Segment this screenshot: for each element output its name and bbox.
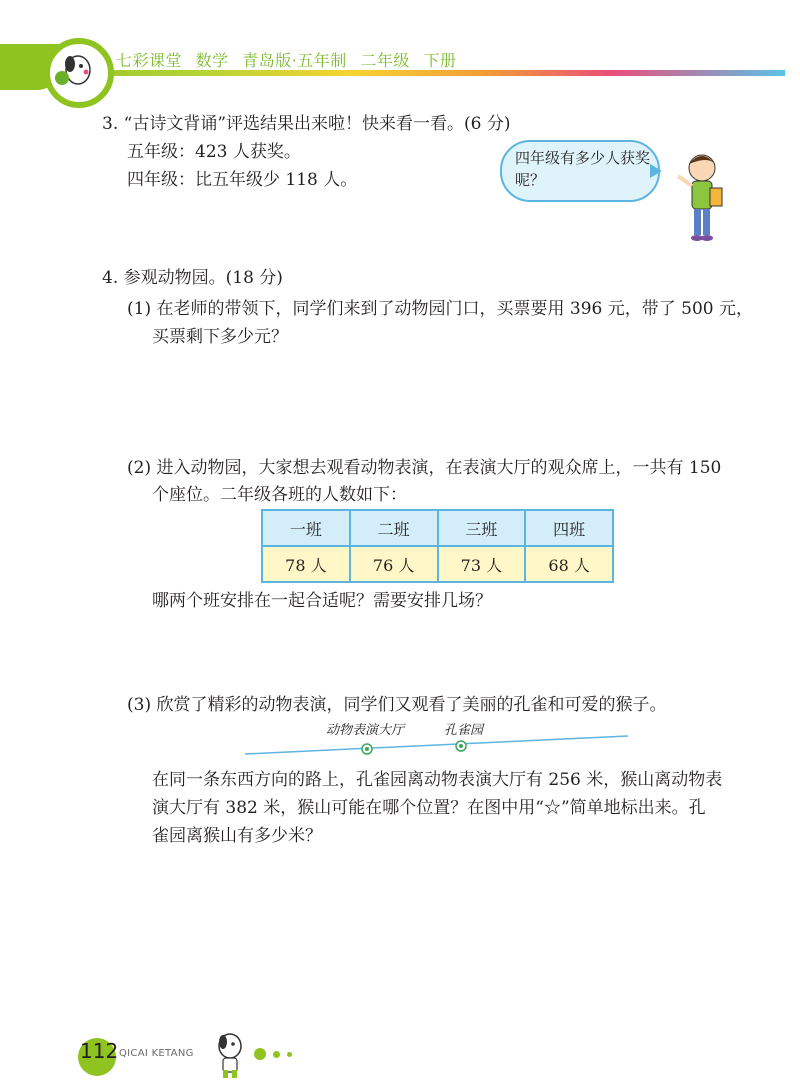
table-header-cell: 三班	[438, 510, 526, 546]
q4-title: 4. 参观动物园。(18 分)	[102, 268, 283, 288]
footer-dot-large	[254, 1048, 266, 1060]
table-cell: 76 人	[350, 546, 438, 582]
speech-bubble-tail	[650, 164, 662, 178]
footer-dot-small	[287, 1052, 292, 1057]
map-label-performance-hall: 动物表演大厅	[326, 723, 405, 738]
header-series: 七彩课堂	[116, 51, 183, 70]
q4-part1-line1: (1) 在老师的带领下，同学们来到了动物园门口，买票要用 396 元，带了 500 元，	[127, 299, 753, 319]
table-header-cell: 四班	[525, 510, 613, 546]
q4-part2-line1: (2) 进入动物园，大家想去观看动物表演，在表演大厅的观众席上，一共有 150	[127, 458, 722, 478]
q4-part3-title: (3) 欣赏了精彩的动物表演，同学们又观看了美丽的孔雀和可爱的猴子。	[127, 695, 667, 715]
map-road-diagram	[240, 728, 632, 760]
header-edition: 青岛版·五年制	[242, 51, 347, 70]
table-cell: 68 人	[525, 546, 613, 582]
table-header-cell: 一班	[262, 510, 350, 546]
boy-character-icon	[668, 146, 728, 250]
footer-brand: QICAI KETANG	[119, 1048, 194, 1059]
table-cell: 78 人	[262, 546, 350, 582]
q4-part2-question: 哪两个班安排在一起合适呢？需要安排几场？	[152, 591, 492, 611]
header-subject: 数学	[195, 51, 229, 70]
page-number: 112	[80, 1039, 119, 1063]
map-label-peacock-garden: 孔雀园	[444, 723, 484, 738]
q4-part2-line2: 个座位。二年级各班的人数如下：	[152, 485, 407, 505]
performance-hall-marker-icon	[362, 744, 372, 754]
q4-part3-line3: 雀园离猴山有多少米？	[152, 826, 322, 846]
footer-mascot-dog-icon	[210, 1030, 250, 1082]
speech-bubble-text: 四年级有多少人获奖呢？	[515, 149, 651, 189]
q3-line2: 四年级：比五年级少 118 人。	[127, 170, 358, 190]
table-row	[262, 546, 613, 582]
table-header-row	[262, 510, 613, 546]
header-grade: 二年级	[360, 51, 410, 70]
map-road-line	[245, 736, 628, 754]
q3-title: 3. “古诗文背诵”评选结果出来啦！快来看一看。(6 分)	[102, 114, 511, 134]
header-volume: 下册	[423, 51, 457, 70]
q4-part3-line1: 在同一条东西方向的路上，孔雀园离动物表演大厅有 256 米，猴山离动物表	[152, 770, 723, 790]
mascot-dog-icon	[52, 44, 100, 92]
header-title	[116, 48, 465, 71]
q4-part1-line2: 买票剩下多少元？	[152, 327, 288, 347]
table-header-cell: 二班	[350, 510, 438, 546]
peacock-garden-marker-icon	[456, 741, 466, 751]
table-cell: 73 人	[438, 546, 526, 582]
footer-dot-medium	[273, 1051, 280, 1058]
q3-line1: 五年级：423 人获奖。	[127, 142, 301, 162]
q4-part3-line2: 演大厅有 382 米，猴山可能在哪个位置？在图中用“☆”简单地标出来。孔	[152, 798, 706, 818]
class-size-table	[261, 509, 614, 583]
